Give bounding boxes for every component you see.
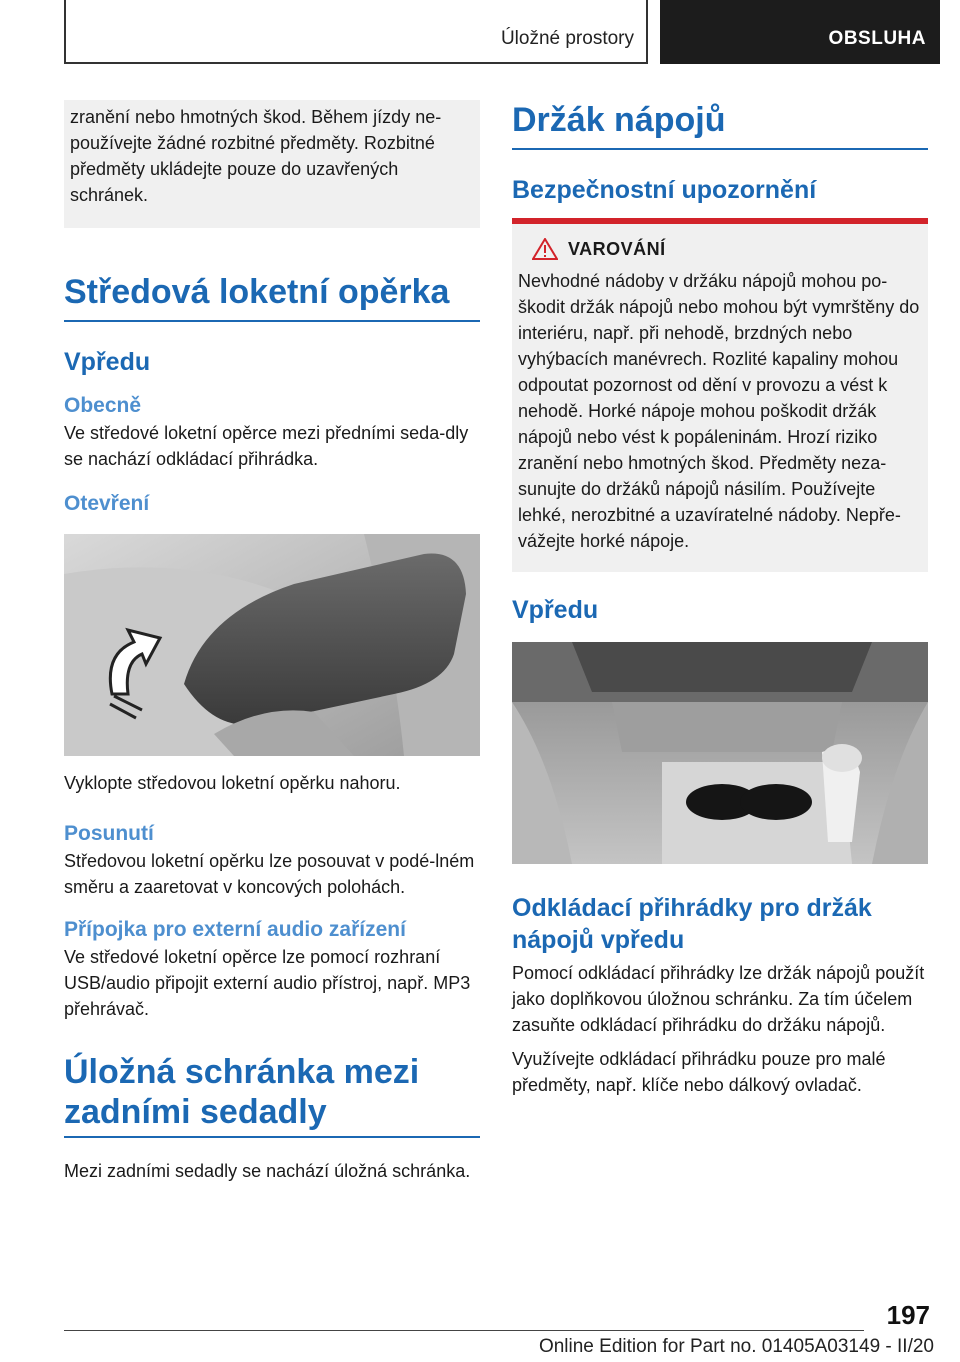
warning-triangle-icon bbox=[532, 238, 558, 260]
warning-title: VAROVÁNÍ bbox=[568, 238, 666, 259]
caption-open: Vyklopte středovou loketní opěrku nahoru. bbox=[64, 773, 401, 793]
paragraph-audio: Ve středové loketní opěrce lze pomocí rozhraní USB/audio připojit externí audio přístroj, např. MP3 přehrávač. bbox=[64, 947, 471, 1019]
header-section-title: Úložné prostory bbox=[500, 28, 634, 49]
page-number: 197 bbox=[886, 1300, 930, 1330]
left-column bbox=[64, 100, 480, 1184]
heading-general: Obecně bbox=[64, 394, 142, 417]
armrest-photo bbox=[64, 534, 480, 756]
paragraph-general: Ve středové loketní opěrce mezi předními seda-dly se nachází odkládací přihrádka. bbox=[64, 423, 469, 469]
paragraph-move: Středovou loketní opěrku lze posouvat v podé-lném směru a zaaretovat v koncových polohách. bbox=[64, 851, 475, 897]
heading-audio: Přípojka pro externí audio zařízení bbox=[64, 918, 406, 941]
heading-front: Vpředu bbox=[64, 348, 151, 376]
right-column bbox=[512, 100, 928, 1098]
heading-move: Posunutí bbox=[64, 822, 154, 845]
paragraph-tray-1: Pomocí odkládací přihrádky lze držák nápojů použít jako doplňkovou úložnou schránku. Za tím účelem zasuňte odkládací přihrádku do držáku nápojů. bbox=[512, 963, 925, 1035]
header-chapter-tab bbox=[660, 0, 940, 64]
heading-safety: Bezpečnostní upozornění bbox=[512, 176, 817, 204]
heading-armrest: Středová loketní opěrka bbox=[64, 272, 480, 322]
warning-box bbox=[512, 218, 928, 572]
footer-edition: Online Edition for Part no. 01405A03149 - II/20 bbox=[538, 1336, 934, 1357]
heading-storage: Úložná schránka mezi zadními sedadly bbox=[64, 1052, 480, 1138]
heading-tray: Odkládací přihrádky pro držák nápojů vpředu bbox=[512, 894, 872, 954]
heading-open: Otevření bbox=[64, 492, 150, 515]
heading-front-right: Vpředu bbox=[512, 596, 599, 624]
header-chapter-title: OBSLUHA bbox=[828, 28, 926, 49]
heading-cupholder: Držák nápojů bbox=[512, 100, 928, 150]
note-box bbox=[64, 100, 480, 228]
paragraph-tray-2: Využívejte odkládací přihrádku pouze pro malé předměty, např. klíče nebo dálkový ovladač. bbox=[512, 1049, 886, 1095]
note-text: zranění nebo hmotných škod. Během jízdy ne-používejte žádné rozbitné předměty. Rozbitné předměty ukládejte pouze do uzavřených schránek. bbox=[70, 107, 442, 205]
header-section-tab bbox=[64, 0, 648, 64]
paragraph-storage: Mezi zadními sedadly se nachází úložná schránka. bbox=[64, 1161, 471, 1181]
footer-divider bbox=[64, 1330, 864, 1331]
warning-text: Nevhodné nádoby v držáku nápojů mohou po-škodit držák nápojů nebo mohou být vymrštěny do interiéru, např. při nehodě, brzdných nebo vyhýbacích manévrech. Rozlité kapaliny mohou odpoutat pozornost od dění v provozu a vést k nehodě. Horké nápoje mohou poškodit držák nápojů nebo vést k popáleninám. Hrozí riziko zranění nebo hmotných škod. Předměty neza-sunujte do držáků nápojů násilím. Používejte lehké, nerozbitné a uzavíratelné nádoby. Nepře-vážejte horké nápoje. bbox=[518, 271, 920, 551]
cupholder-photo bbox=[512, 642, 928, 864]
